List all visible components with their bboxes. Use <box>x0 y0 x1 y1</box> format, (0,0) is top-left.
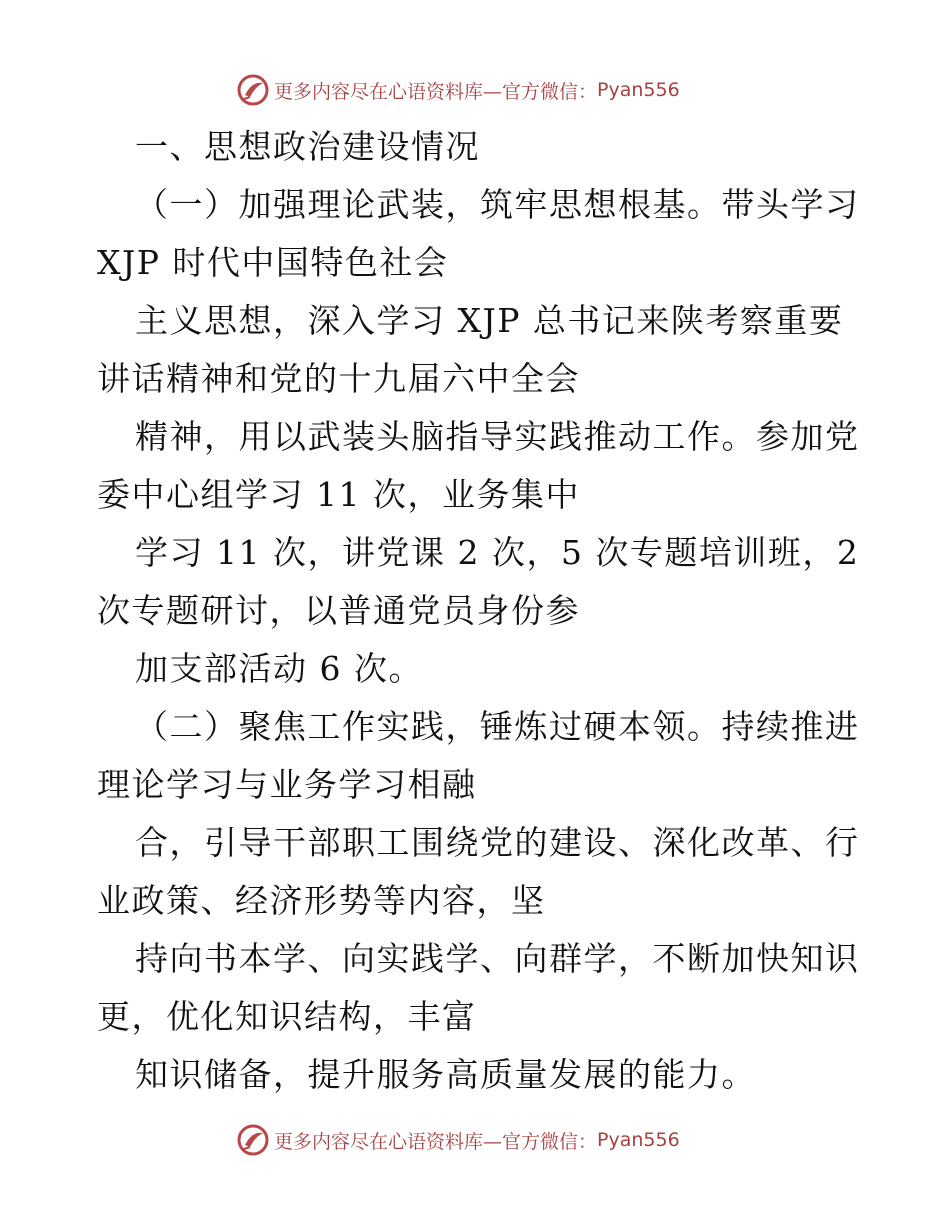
watermark-logo <box>236 1123 270 1157</box>
paragraph-line: 次专题研讨，以普通党员身份参 <box>97 591 580 630</box>
paragraph-line: 讲话精神和党的十九届六中全会 <box>97 359 580 398</box>
watermark-header <box>236 72 680 108</box>
paragraph-line: 知识储备，提升服务高质量发展的能力。 <box>135 1055 756 1094</box>
paragraph-line: 加支部活动 6 次。 <box>135 649 423 688</box>
watermark-text: 更多内容尽在心语资料库—官方微信： <box>274 1130 598 1153</box>
watermark-wechat-id: Pyan556 <box>597 1129 680 1151</box>
watermark-wechat-id: Pyan556 <box>597 79 680 101</box>
section-heading: 一、思想政治建设情况 <box>135 127 480 166</box>
paragraph-line: （一）加强理论武装，筑牢思想根基。带头学习 <box>135 185 860 224</box>
paragraph-line: （二）聚焦工作实践，锤炼过硬本领。持续推进 <box>135 707 860 746</box>
paragraph-line: 合，引导干部职工围绕党的建设、深化改革、行 <box>135 823 860 862</box>
watermark-text: 更多内容尽在心语资料库—官方微信： <box>274 80 598 103</box>
watermark-footer <box>236 1122 680 1158</box>
watermark-logo <box>236 73 270 107</box>
paragraph-line: 业政策、经济形势等内容，坚 <box>97 881 546 920</box>
paragraph-line: 更，优化知识结构，丰富 <box>97 997 477 1036</box>
paragraph-line: XJP 时代中国特色社会 <box>97 243 449 282</box>
paragraph-line: 持向书本学、向实践学、向群学，不断加快知识 <box>135 939 860 978</box>
paragraph-line: 精神，用以武装头脑指导实践推动工作。参加党 <box>135 417 860 456</box>
paragraph-line: 委中心组学习 11 次，业务集中 <box>97 475 580 514</box>
paragraph-line: 主义思想，深入学习 XJP 总书记来陕考察重要 <box>135 301 844 340</box>
paragraph-line: 理论学习与业务学习相融 <box>97 765 477 804</box>
paragraph-line: 学习 11 次，讲党课 2 次，5 次专题培训班，2 <box>135 533 860 572</box>
